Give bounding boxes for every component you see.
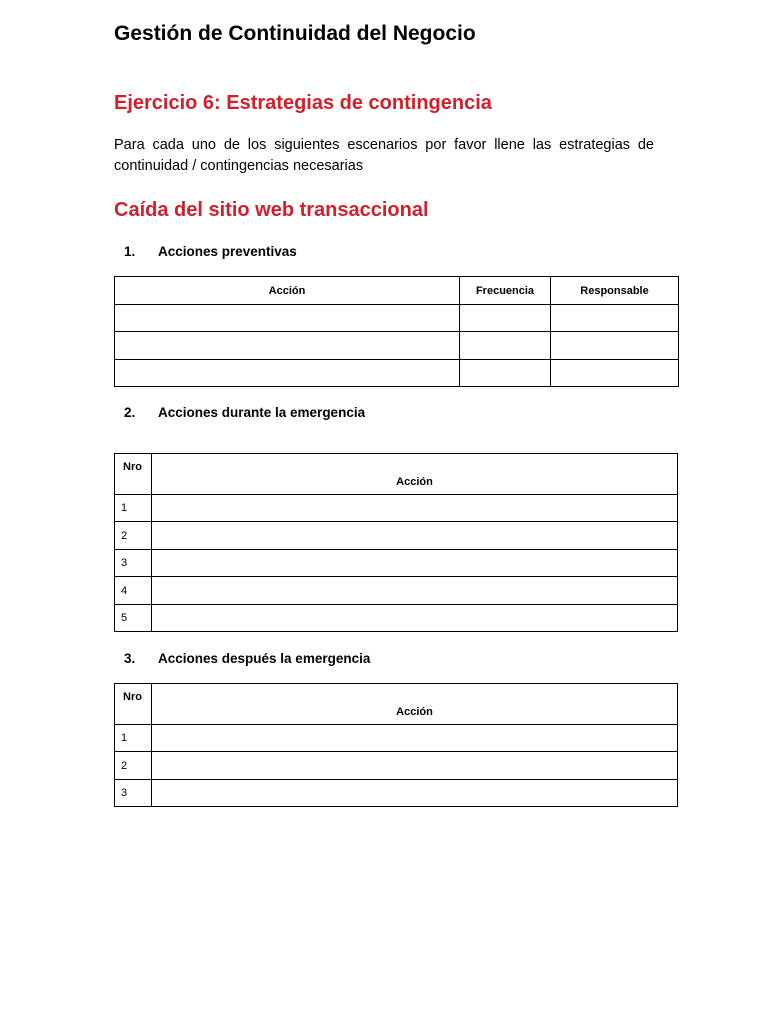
row-number: 4 — [115, 577, 152, 605]
responsable-cell[interactable] — [551, 305, 679, 332]
frecuencia-cell[interactable] — [460, 305, 551, 332]
table-row — [115, 305, 679, 332]
intro-paragraph: Para cada uno de los siguientes escenarios por favor llene las estrategias de continuidad / contingencias necesarias — [114, 137, 654, 174]
accion-cell[interactable] — [152, 780, 678, 807]
section-number: 3. — [124, 651, 136, 666]
column-header-accion: Acción — [152, 684, 678, 725]
table-row — [115, 360, 679, 387]
section-heading-after — [124, 651, 370, 666]
section-title: Acciones durante la emergencia — [158, 405, 366, 420]
accion-cell[interactable] — [152, 725, 678, 752]
accion-cell[interactable] — [115, 360, 460, 387]
section-heading-during — [124, 405, 365, 420]
row-number: 1 — [115, 495, 152, 522]
accion-cell[interactable] — [115, 305, 460, 332]
column-header-responsable: Responsable — [551, 277, 679, 305]
column-header-nro: Nro — [115, 454, 152, 495]
table-header-row — [115, 454, 678, 495]
accion-cell[interactable] — [152, 495, 678, 522]
section-number: 1. — [124, 244, 136, 259]
page-title: Gestión de Continuidad del Negocio — [114, 22, 476, 45]
accion-cell[interactable] — [152, 522, 678, 550]
table-row — [115, 780, 678, 807]
during-emergency-table — [114, 453, 678, 632]
preventive-actions-table — [114, 276, 679, 387]
frecuencia-cell[interactable] — [460, 332, 551, 360]
table-row — [115, 752, 678, 780]
section-title: Acciones después la emergencia — [158, 651, 371, 666]
table-row — [115, 495, 678, 522]
row-number: 1 — [115, 725, 152, 752]
table-header-row — [115, 684, 678, 725]
column-header-accion: Acción — [152, 454, 678, 495]
row-number: 2 — [115, 522, 152, 550]
row-number: 3 — [115, 780, 152, 807]
scenario-title: Caída del sitio web transaccional — [114, 199, 429, 221]
table-row — [115, 550, 678, 577]
exercise-title: Ejercicio 6: Estrategias de contingencia — [114, 92, 492, 114]
section-number: 2. — [124, 405, 136, 420]
after-emergency-table — [114, 683, 678, 807]
table-row — [115, 605, 678, 632]
table-row — [115, 725, 678, 752]
accion-cell[interactable] — [115, 332, 460, 360]
section-title: Acciones preventivas — [158, 244, 297, 259]
column-header-frecuencia: Frecuencia — [460, 277, 551, 305]
row-number: 3 — [115, 550, 152, 577]
table-row — [115, 522, 678, 550]
accion-cell[interactable] — [152, 752, 678, 780]
column-header-nro: Nro — [115, 684, 152, 725]
column-header-accion: Acción — [115, 277, 460, 305]
row-number: 5 — [115, 605, 152, 632]
table-header-row — [115, 277, 679, 305]
responsable-cell[interactable] — [551, 360, 679, 387]
table-row — [115, 577, 678, 605]
accion-cell[interactable] — [152, 550, 678, 577]
section-heading-preventive — [124, 244, 297, 259]
responsable-cell[interactable] — [551, 332, 679, 360]
accion-cell[interactable] — [152, 605, 678, 632]
frecuencia-cell[interactable] — [460, 360, 551, 387]
table-row — [115, 332, 679, 360]
row-number: 2 — [115, 752, 152, 780]
accion-cell[interactable] — [152, 577, 678, 605]
